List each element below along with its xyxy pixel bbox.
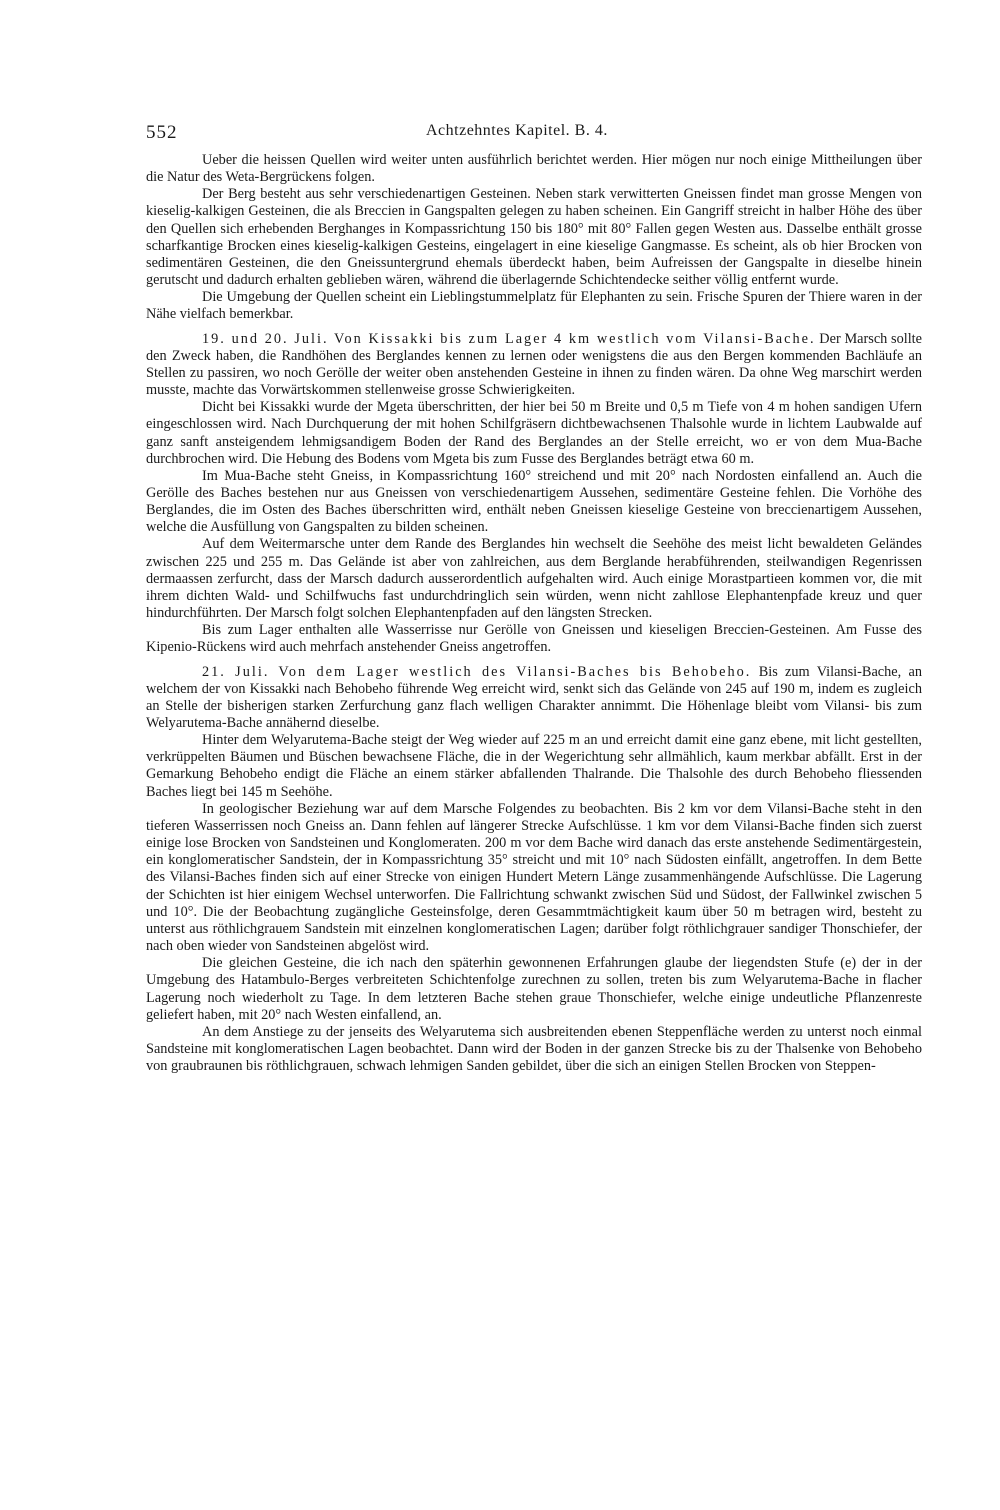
page-number: 552 (146, 122, 178, 143)
paragraph-text: Die Umgebung der Quellen scheint ein Lieblingstummelplatz für Elephanten zu sein. Frische Spuren der Thiere waren in der Nähe vielfach bemerkbar. (146, 289, 922, 323)
paragraph-text: Ueber die heissen Quellen wird weiter unten ausführlich berichtet werden. Hier mögen nur noch einige Mittheilungen über die Natur des Weta-Bergrückens folgen. (146, 152, 922, 186)
paragraph (146, 955, 922, 1024)
paragraph (146, 801, 922, 955)
paragraph-text: Hinter dem Welyarutema-Bache steigt der Weg wieder auf 225 m an und erreicht damit eine ganz ebene, mit licht gestellten, verkrüppelten Bäumen und Büschen bewachsene Fläche, die in der Wegerichtung sehr allmählich, kaum merkbar abfällt. Erst in der Gemarkung Behobeho endigt die Fläche an einem stärker abfallenden Thalrande. Die Thalsohle des durch Behobeho fliessenden Baches liegt bei 145 m Seehöhe. (146, 732, 922, 800)
paragraph (146, 152, 922, 186)
paragraph-text: An dem Anstiege zu der jenseits des Welyarutema sich ausbreitenden ebenen Steppenfläche werden zu unterst noch einmal Sandsteine mit konglomeratischen Lagen beobachtet. Dann wird der Boden in der ganzen Strecke bis zu der Thalsenke von Behobeho von graubraunen bis röthlichgrauen, schwach lehmigen Sanden gebildet, über die sich an einigen Stellen Brocken von Steppen- (146, 1023, 922, 1075)
diary-entry (146, 331, 922, 400)
paragraph (146, 732, 922, 801)
paragraph (146, 1024, 922, 1075)
paragraph (146, 186, 922, 289)
paragraph-text: Der Marsch sollte den Zweck haben, die Randhöhen des Berglandes kennen zu lernen oder wenigstens die aus den Bergen kommenden Bachläufe an Stellen zu passiren, wo noch Gerölle der weiter oben anstehenden Gesteine in ihnen zu finden wären. Da ohne Weg marschirt werden musste, machte das Vorwärtskommen stellenweise grosse Schwierigkeiten. (146, 330, 923, 399)
paragraph-text: Auf dem Weitermarsche unter dem Rande des Berglandes hin wechselt die Seehöhe des meist licht bewaldeten Geländes zwischen 225 und 255 m. Das Gelände ist aber von zahlreichen, aus dem Berglande herabführenden, steilwandigen Regenrissen dermaassen zerfurcht, dass der Marsch dadurch ausserordentlich aufgehalten wird. Auch einige Morastpartieen kommen vor, die mit ihrem dichten Wald- und Schilfwuchs fast undurchdringlich sein würden, wenn nicht zahllose Elephantenpfade kreuz und quer hindurchführten. Der Marsch folgt solchen Elephantenpfaden auf den längsten Strecken. (146, 536, 922, 622)
body-text (146, 152, 922, 1075)
entry-heading: 21. Juli. Von dem Lager westlich des Vilansi-Baches bis Behobeho. (202, 663, 752, 680)
paragraph-text: In geologischer Beziehung war auf dem Marsche Folgendes zu beobachten. Bis 2 km vor dem Vilansi-Bache steht in den tieferen Wasserrissen noch Gneiss an. Dann fehlen auf längerer Strecke Aufschlüsse. 1 km vor dem Vilansi-Bache finden sich zuerst einige lose Brocken von Sandsteinen und Konglomeraten. 200 m vor dem Bache wird danach das erste anstehende Sedimentärgestein, ein konglomeratischer Sandstein, der in Kompassrichtung 35° streicht und mit 10° nach Südosten einfällt, angetroffen. In dem Bette des Vilansi-Baches finden sich auf einer Strecke von einigen Hundert Metern Länge zusammenhängende Aufschlüsse. Die Lagerung der Schichten ist hier einigem Wechsel unterworfen. Die Fallrichtung schwankt zwischen Süd und Südost, der Fallwinkel zwischen 5 und 10°. Die der Beobachtung zugängliche Gesteinsfolge, deren Gesammtmächtigkeit kaum über 50 m betragen wird, besteht zu unterst aus röthlichgrauem Sandstein mit einzelnen konglomeratischen Lagen; darüber folgt röthlichgrauer sandiger Thonschiefer, der nach oben wieder von Sandsteinen abgelöst wird. (146, 800, 922, 955)
entry-heading: 19. und 20. Juli. Von Kissakki bis zum Lager 4 km westlich vom Vilansi-Bache. (202, 330, 816, 347)
paragraph-text: Dicht bei Kissakki wurde der Mgeta überschritten, der hier bei 50 m Breite und 0,5 m Tiefe von 4 m hohen sandigen Ufern eingeschlossen wird. Nach Durchquerung der mit hohen Schilfgräsern dichtbewachsenen Thalsohle wurde in lichtem Laubwalde auf ganz sanft ansteigendem lehmigsandigem Boden der Rand des Berglandes an der Stelle erreicht, wo er von dem Mua-Bache durchbrochen wird. Die Hebung des Bodens vom Mgeta bis zum Fusse des Berglandes beträgt etwa 60 m. (146, 399, 922, 467)
paragraph-text: Die gleichen Gesteine, die ich nach den späterhin gewonnenen Erfahrungen glaube der liegendsten Stufe (e) der in der Umgebung des Hatambulo-Berges verbreiteten Schichtenfolge zurechnen zu sollen, treten bis zum Welyarutema-Bache in flacher Lagerung noch wiederholt zu Tage. In dem letzteren Bache stehen graue Thonschiefer, welche einige undeutliche Pflanzenreste geliefert haben, mit 20° nach Westen einfallend, an. (146, 955, 922, 1023)
paragraph (146, 399, 922, 468)
paragraph-text: Der Berg besteht aus sehr verschiedenartigen Gesteinen. Neben stark verwitterten Gneissen findet man grosse Mengen von kieselig-kalkigen Gesteinen, die als Breccien in Gangspalten gelegen zu haben scheinen. Ein Gangriff streicht in halber Höhe des über den Quellen sich erhebenden Berghanges in Kompassrichtung 150 bis 180° mit 80° Fallen gegen Westen aus. Dasselbe enthält grosse scharfkantige Brocken eines kieselig-kalkigen Gesteins, eingelagert in eine kieselige Gangmasse. Es scheint, als ob hier Brocken von sedimentären Gesteinen, die den Gneissuntergrund ehemals überdeckt haben, beim Aufreissen der Gangspalte in dieselbe hinein gerutscht und dadurch erhalten geblieben wären, während die überlagernde Schichtendecke seither völlig entfernt wurde. (146, 186, 922, 289)
diary-entry (146, 664, 922, 733)
paragraph (146, 622, 922, 656)
book-page (146, 118, 922, 1075)
paragraph (146, 289, 922, 323)
paragraph-text: Im Mua-Bache steht Gneiss, in Kompassrichtung 160° streichend und mit 20° nach Nordosten einfallend an. Auch die Gerölle des Baches bestehen nur aus Gneissen von verschiedenartigem Aussehen, sedimentäre Gesteine fehlen. Die Vorhöhe des Berglandes, die im Osten des Baches überschritten wird, enthält neben Gneissen kieselige Gesteine von breccienartigem Aussehen, welche die Ausfüllung von Gangspalten zu bilden scheinen. (146, 467, 922, 536)
paragraph (146, 468, 922, 537)
paragraph (146, 536, 922, 622)
chapter-title: Achtzehntes Kapitel. B. 4. (426, 122, 608, 139)
running-head (146, 118, 922, 152)
paragraph-text: Bis zum Lager enthalten alle Wasserrisse nur Gerölle von Gneissen und kieseligen Breccien-Gesteinen. Am Fusse des Kipenio-Rückens wird auch mehrfach anstehender Gneiss angetroffen. (146, 622, 922, 656)
paragraph-text: Bis zum Vilansi-Bache, an welchem der von Kissakki nach Behobeho führende Weg erreicht wird, senkt sich das Gelände von 245 auf 190 m, indem es zugleich an Stelle der bisherigen starken Zerfurchung ganz flach welligen Charakter annimmt. Die Höhenlage bleibt vom Vilansi- bis zum Welyarutema-Bache annähernd dieselbe. (146, 663, 922, 731)
